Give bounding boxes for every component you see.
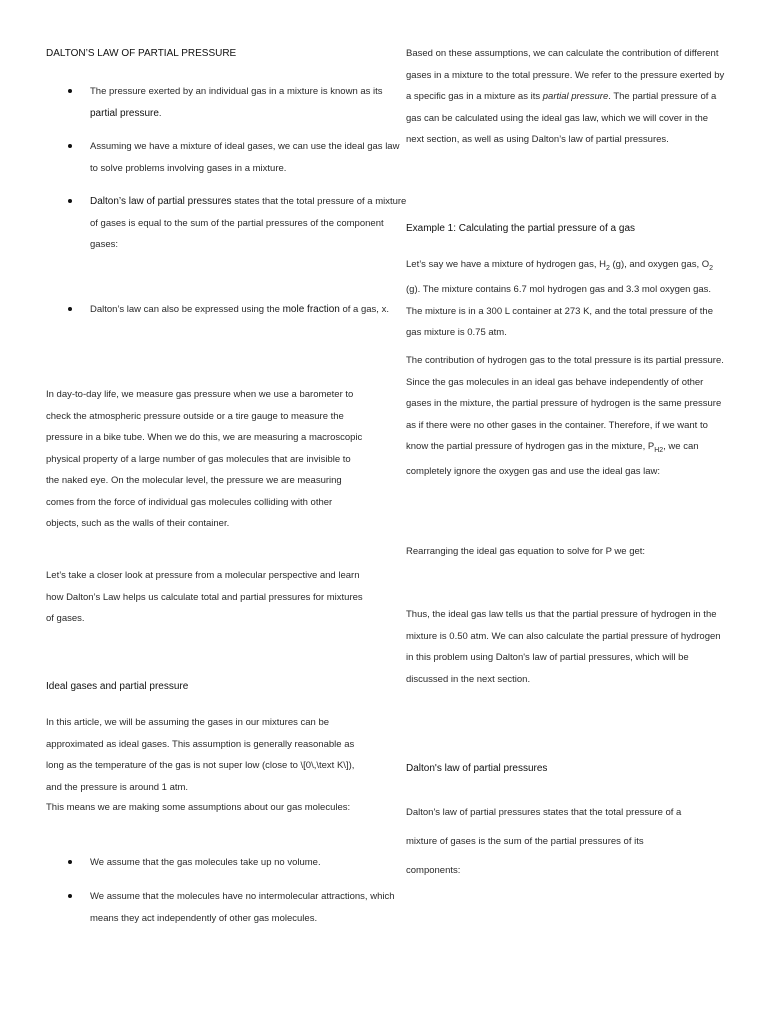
subscript: H2 [654,446,664,454]
bullet-text-end: of a gas, x. [339,304,389,315]
paragraph-text: Based on these assumptions, we can calculate the contribution of different gases in a mixture to the total pressure. We refer to the pressure exerted by a specific gas in a mixture as its [406,48,725,102]
subscript: 2 [709,264,714,272]
bullet-partial-pressure [46,81,408,124]
daltons-law-line-2: mixture of gases is the sum of the partial pressures of its [406,836,644,847]
daltons-law-line-3: components: [406,865,461,876]
term-partial-pressure: partial pressure [90,107,159,119]
bullet-dot [68,89,72,93]
bullet-text: We assume that the gas molecules take up no volume. [90,857,321,868]
paragraph-text-end: . The partial pressure of a gas can be calculated using the ideal gas law, which we will cover in the next section, as well as using Dalton’s law of partial pressures. [406,91,717,145]
punct: . [158,107,162,119]
molecular-perspective-paragraph: Let’s take a closer look at pressure from a molecular perspective and learn how Dalton’s Law helps us calculate total and partial pressures for mixtures of gases. [46,570,363,624]
assumptions-intro: This means we are making some assumptions about our gas molecules: [46,802,351,813]
emphasis-partial-pressure: partial pressure [542,91,609,102]
bullet-text: We assume that the molecules have no intermolecular attractions, which means they act independently of other gas molecules. [90,891,395,924]
bullet-no-volume [46,852,408,874]
text-part: (g), and oxygen gas, O [609,259,710,270]
bullet-text: The pressure exerted by an individual gas in a mixture is known as its [90,86,383,97]
subscript: 2 [605,264,610,272]
page-title: DALTON’S LAW OF PARTIAL PRESSURE [46,48,237,59]
intro-paragraph: In day-to-day life, we measure gas pressure when we use a barometer to check the atmospheric pressure outside or a tire gauge to measure the pressure in a bike tube. When we do this, we are measuring a macroscopic physical property of a large number of gas molecules that are invisible to the naked eye. On the molecular level, the pressure we are measuring comes from the force of individual gas molecules colliding with other objects, such as the walls of their container. [46,389,363,529]
bullet-dot [68,894,72,898]
bullet-dot [68,307,72,311]
term-mole-fraction: mole fraction [282,304,340,315]
section-heading-ideal-gases: Ideal gases and partial pressure [46,681,189,692]
bullet-dot [68,144,72,148]
bullet-no-attractions [46,886,408,929]
daltons-law-line-1: Dalton's law of partial pressures states that the total pressure of a [406,807,682,818]
section-heading-daltons-law: Dalton's law of partial pressures [406,763,548,774]
bullet-daltons-law [46,191,408,256]
bullet-text: states that the total pressure of a mixture of gases is equal to the sum of the partial pressures of the component gases: [90,196,407,250]
text-part: (g). The mixture contains 6.7 mol hydrogen gas and 3.3 mol oxygen gas. The mixture is in a 300 L container at 273 K, and the total pressure of the gas mixture is 0.75 atm. [406,284,713,339]
bullet-dot [68,860,72,864]
assumptions-contribution-paragraph [406,43,726,151]
rearranging-line: Rearranging the ideal gas equation to solve for P we get: [406,546,646,557]
text-part: Let’s say we have a mixture of hydrogen gas, H [406,259,606,270]
hydrogen-partial-pressure-paragraph [406,350,726,483]
text-part: , we can completely ignore the oxygen gas and use the ideal gas law: [406,441,699,478]
conclusion-paragraph: Thus, the ideal gas law tells us that the partial pressure of hydrogen in the mixture is 0.50 atm. We can also calculate the partial pressure of hydrogen in this problem using Dalton's law of partial pressures, which will be discussed in the next section. [406,609,721,685]
bullet-mole-fraction [46,299,390,321]
bullet-text: Assuming we have a mixture of ideal gases, we can use the ideal gas law to solve problems involving gases in a mixture. [90,141,400,174]
bullet-text: Dalton’s law can also be expressed using the [90,304,283,315]
bullet-ideal-gas-law [46,136,408,179]
example-heading: Example 1: Calculating the partial pressure of a gas [406,223,636,234]
text-part: The contribution of hydrogen gas to the total pressure is its partial pressure. Since the gas molecules in an ideal gas behave independently of other gases in the mixture, the partial pressure of hydrogen is the same pressure as if there were no other gases in the container. Therefore, if we want to know the partial pressure of hydrogen gas in the mixture, P [406,355,724,452]
bullet-dot [68,199,72,203]
term-daltons-law: Dalton’s law of partial pressures [90,196,232,207]
assumption-paragraph: In this article, we will be assuming the gases in our mixtures can be approximated as ideal gases. This assumption is generally reasonable as long as the temperature of the gas is not super low (close to \[0\,\text K\]), and the pressure is around 1 atm. [46,717,355,793]
example-setup-paragraph [406,254,726,344]
